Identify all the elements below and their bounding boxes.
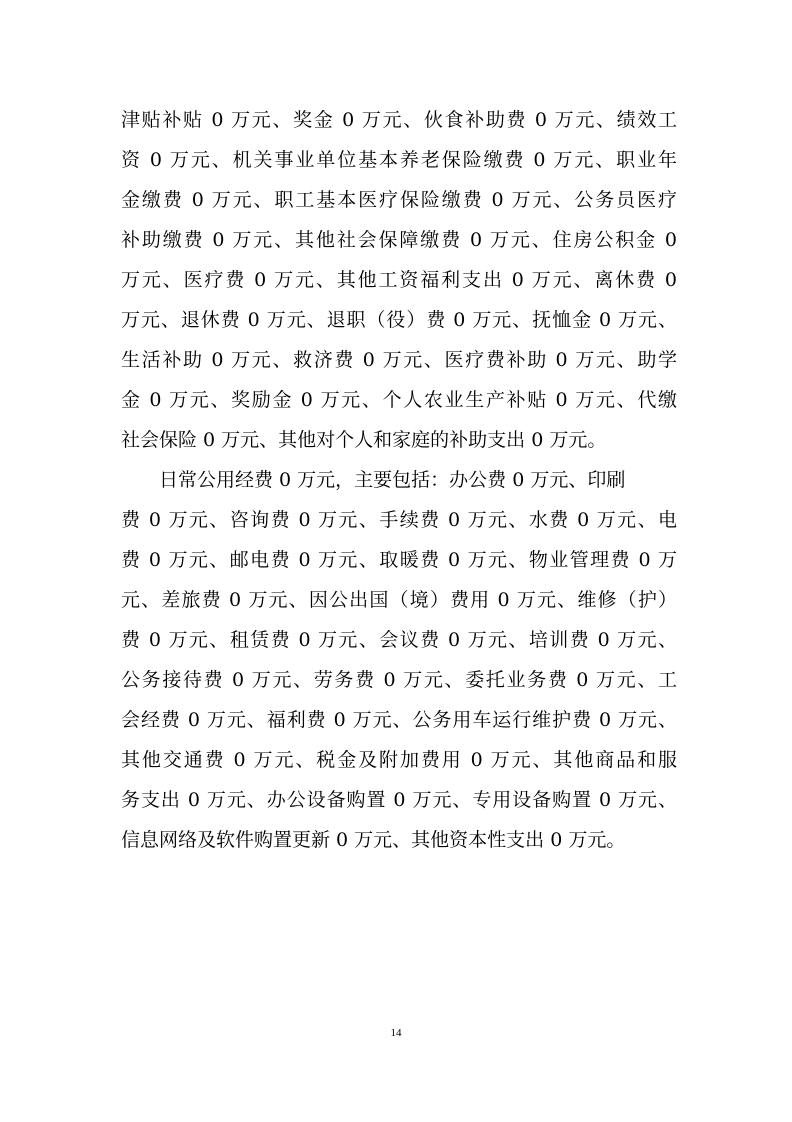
text-line: 日常公用经费 0 万元，主要包括：办公费 0 万元、印刷 — [159, 469, 626, 491]
text-line: 万元、退休费 0 万元、退职（役）费 0 万元、抚恤金 0 万元、 — [121, 309, 677, 331]
text-line: 万元、医疗费 0 万元、其他工资福利支出 0 万元、离休费 0 — [121, 269, 677, 291]
paragraph-public-expenditure — [121, 460, 677, 860]
text-line: 费 0 万元、租赁费 0 万元、会议费 0 万元、培训费 0 万元、 — [121, 629, 677, 651]
text-line: 信息网络及软件购置更新 0 万元、其他资本性支出 0 万元。 — [121, 829, 626, 851]
text-line: 务支出 0 万元、办公设备购置 0 万元、专用设备购置 0 万元、 — [121, 789, 677, 811]
text-line: 费 0 万元、咨询费 0 万元、手续费 0 万元、水费 0 万元、电 — [121, 509, 677, 531]
text-line: 公务接待费 0 万元、劳务费 0 万元、委托业务费 0 万元、工 — [121, 669, 677, 691]
text-line: 元、差旅费 0 万元、因公出国（境）费用 0 万元、维修（护） — [121, 589, 677, 611]
text-line: 金缴费 0 万元、职工基本医疗保险缴费 0 万元、公务员医疗 — [121, 189, 677, 211]
text-line: 金 0 万元、奖励金 0 万元、个人农业生产补贴 0 万元、代缴 — [121, 389, 677, 411]
paragraph-personal-expenditure — [121, 100, 677, 460]
text-line: 会经费 0 万元、福利费 0 万元、公务用车运行维护费 0 万元、 — [121, 709, 677, 731]
text-line: 资 0 万元、机关事业单位基本养老保险缴费 0 万元、职业年 — [121, 149, 677, 171]
text-line: 其他交通费 0 万元、税金及附加费用 0 万元、其他商品和服 — [121, 749, 677, 771]
text-line: 费 0 万元、邮电费 0 万元、取暖费 0 万元、物业管理费 0 万 — [121, 549, 677, 571]
text-line: 津贴补贴 0 万元、奖金 0 万元、伙食补助费 0 万元、绩效工 — [121, 109, 677, 131]
text-line: 社会保险 0 万元、其他对个人和家庭的补助支出 0 万元。 — [121, 429, 607, 451]
document-body — [121, 100, 677, 860]
page-number: 14 — [390, 1027, 402, 1039]
text-line: 补助缴费 0 万元、其他社会保障缴费 0 万元、住房公积金 0 — [121, 229, 677, 251]
text-line: 生活补助 0 万元、救济费 0 万元、医疗费补助 0 万元、助学 — [121, 349, 677, 371]
